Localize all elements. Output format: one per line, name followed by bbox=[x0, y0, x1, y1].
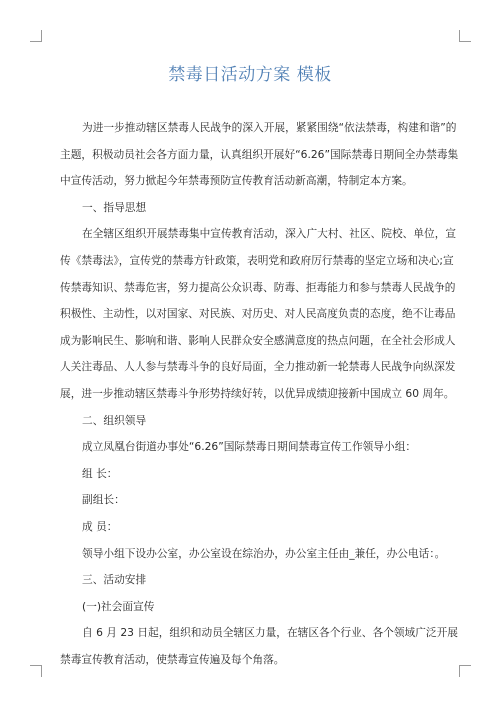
crop-mark-top-left bbox=[30, 30, 42, 42]
body-line: 传《禁毒法》，宣传党的禁毒方针政策，表明党和政府厉行禁毒的坚定立场和决心;宣 bbox=[60, 253, 454, 267]
body-line: 传禁毒知识、禁毒危害，努力提高公众识毒、防毒、拒毒能力和参与禁毒人民战争的 bbox=[60, 280, 456, 294]
body-line: 成立凤凰台街道办事处“6.26”国际禁毒日期间禁毒宣传工作领导小组： bbox=[82, 440, 417, 454]
body-line: 人关注毒品、人人参与禁毒斗争的良好局面，全力推动新一轮禁毒人民战争向纵深发 bbox=[60, 360, 456, 374]
body-line: 为进一步推动辖区禁毒人民战争的深入开展，紧紧围绕“依法禁毒，构建和谐”的 bbox=[82, 121, 457, 134]
body-line: 组 长： bbox=[82, 466, 118, 480]
section-heading: 三、活动安排 bbox=[82, 573, 147, 587]
body-line: 副组长： bbox=[82, 493, 125, 507]
section-heading: 一、指导思想 bbox=[82, 200, 147, 214]
body-line: 主题，积极动员社会各方面力量，认真组织开展好“6.26”国际禁毒日期间全办禁毒集 bbox=[60, 147, 459, 161]
body-line: 自 6 月 23 日起，组织和动员全辖区力量，在辖区各个行业、各个领域广泛开展 bbox=[82, 626, 458, 640]
body-line: 中宣传活动，努力掀起今年禁毒预防宣传教育活动新高潮，特制定本方案。 bbox=[60, 174, 413, 188]
body-line: 禁毒宣传教育活动，使禁毒宣传遍及每个角落。 bbox=[60, 652, 285, 666]
crop-mark-bottom-left bbox=[30, 665, 42, 677]
crop-mark-bottom-right bbox=[459, 665, 471, 677]
body-line: 积极性、主动性，以对国家、对民族、对历史、对人民高度负责的态度，绝不让毒品 bbox=[60, 307, 456, 321]
subsection-heading: (一)社会面宣传 bbox=[82, 599, 155, 613]
body-line: 领导小组下设办公室，办公室设在综治办，办公室主任由_兼任，办公电话：。 bbox=[82, 546, 446, 560]
document-title: 禁毒日活动方案 模板 bbox=[168, 65, 332, 85]
body-line: 成为影响民生、影响和谐、影响人民群众安全感满意度的热点问题，在全社会形成人 bbox=[60, 333, 456, 347]
body-line: 展，进一步推动辖区禁毒斗争形势持续好转，以优异成绩迎接新中国成立 60 周年。 bbox=[60, 386, 455, 400]
crop-mark-top-right bbox=[459, 30, 471, 42]
body-line: 在全辖区组织开展禁毒集中宣传教育活动，深入广大村、社区、院校、单位，宣 bbox=[82, 227, 457, 241]
body-line: 成 员： bbox=[82, 519, 118, 533]
document-body bbox=[60, 115, 459, 673]
section-heading: 二、组织领导 bbox=[82, 413, 147, 427]
